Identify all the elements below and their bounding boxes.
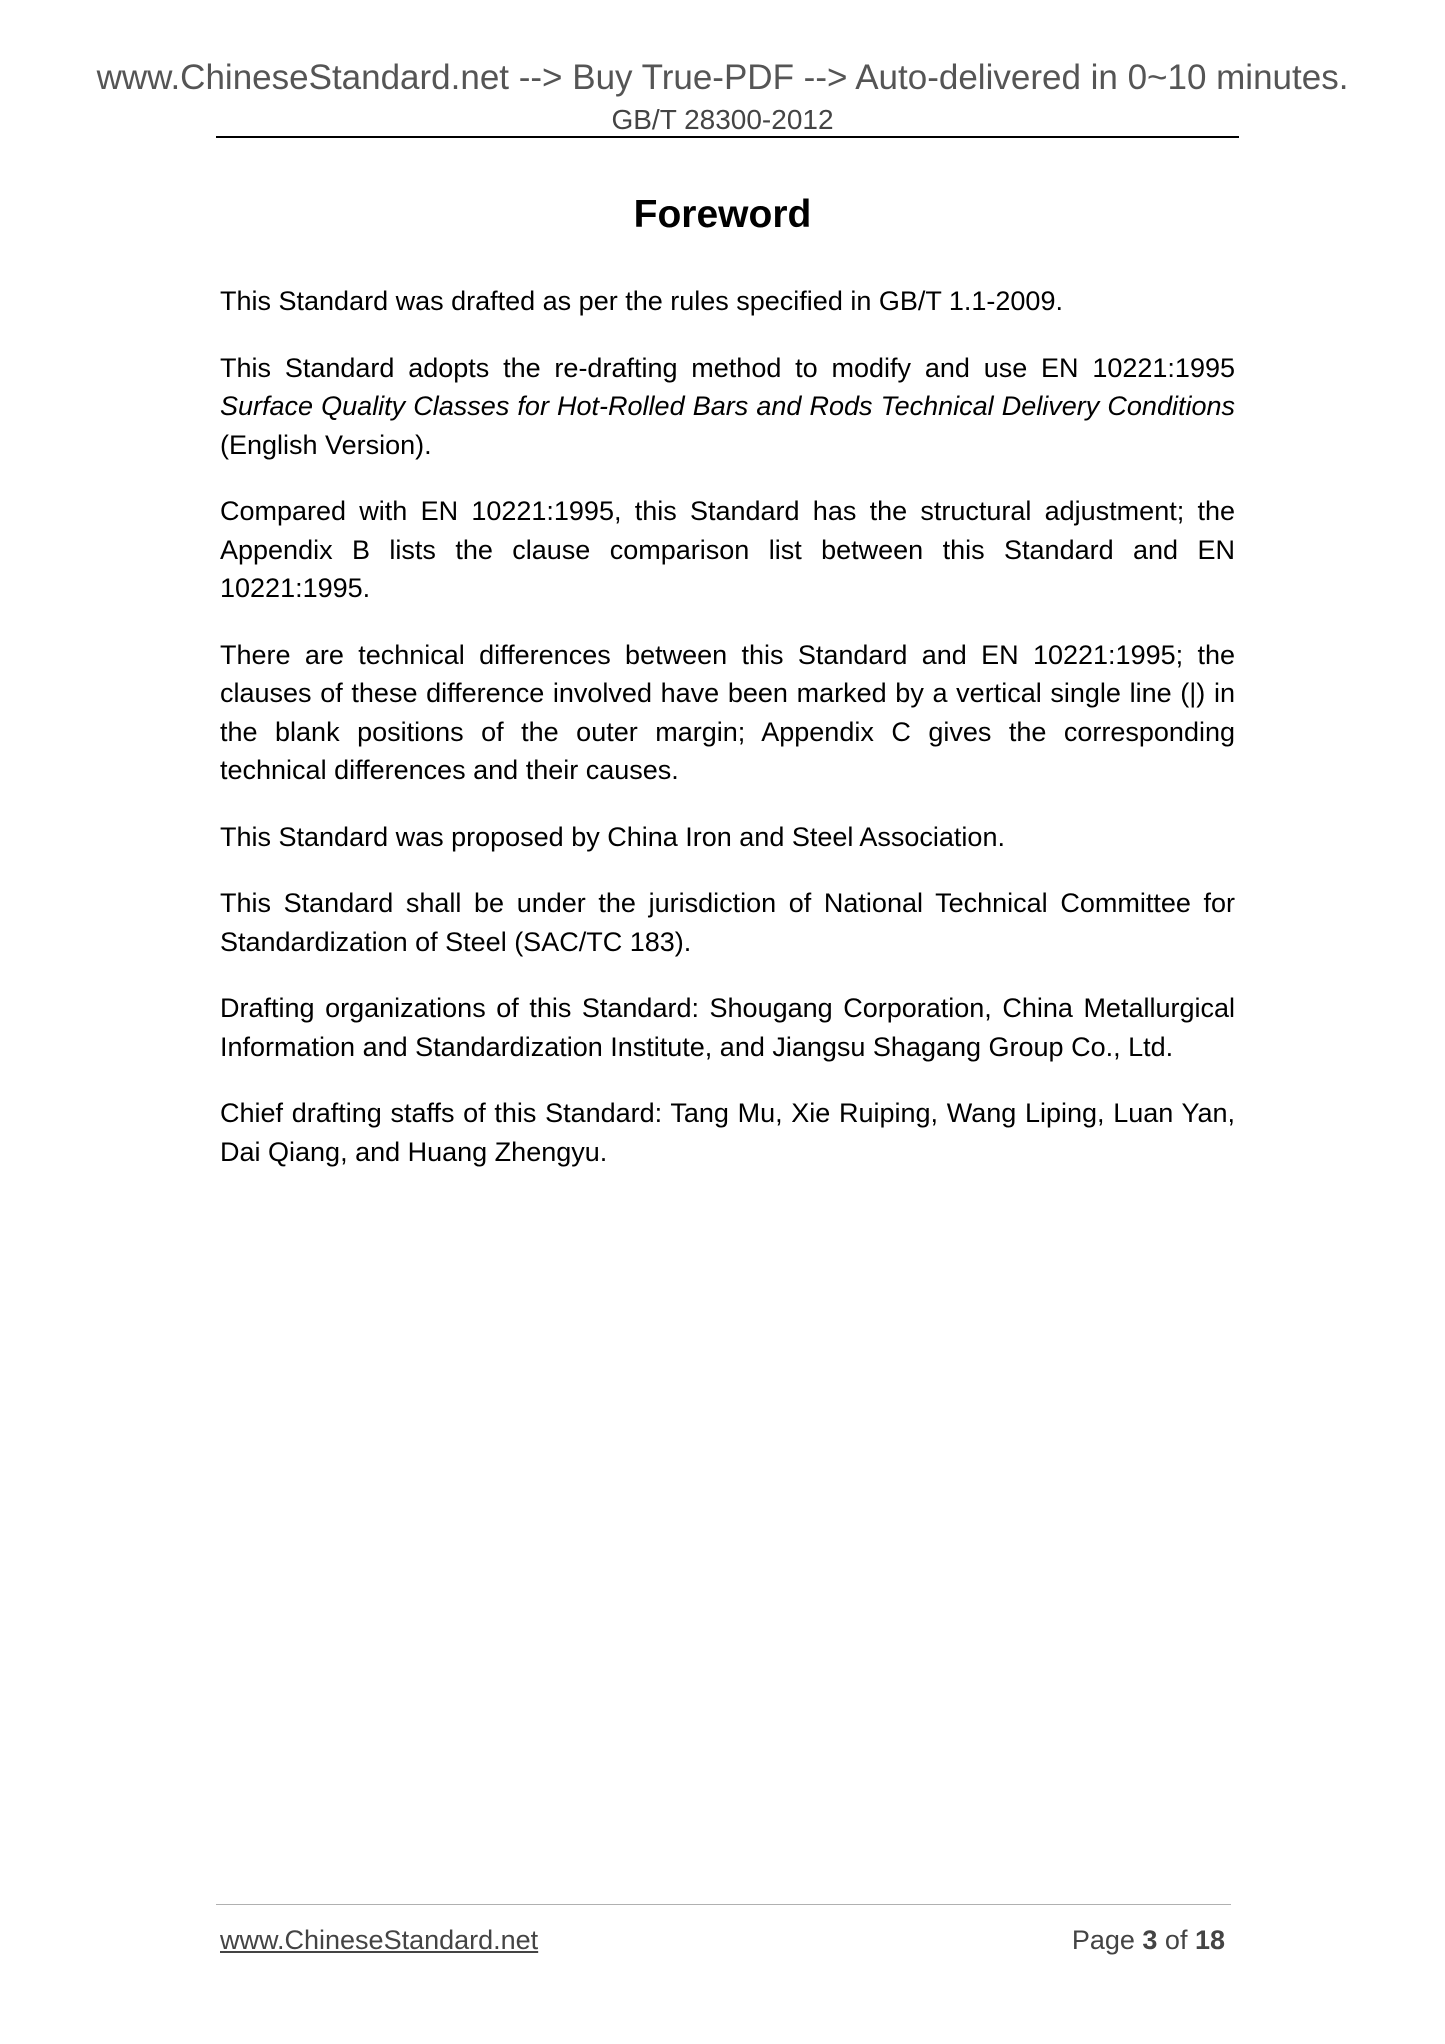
adoption-tail-text: (English Version). [220,429,432,460]
footer-site-link[interactable]: www.ChineseStandard.net [220,1925,539,1955]
page-current: 3 [1142,1925,1158,1955]
header-divider [216,136,1239,138]
page-title: Foreword [633,193,812,236]
paragraph-drafting-organizations: Drafting organizations of this Standard: Shougang Corporation, China Metallurgical Information and Standardization Institute, and Jiangsu Shagang Group Co., Ltd. [220,993,1235,1062]
paragraph-proposer: This Standard was proposed by China Iron and Steel Association. [220,821,1005,852]
paragraph-drafting-rules: This Standard was drafted as per the rules specified in GB/T 1.1-2009. [220,286,1063,316]
standard-code: GB/T 28300-2012 [611,104,834,135]
paragraph-structural-adjustment: Compared with EN 10221:1995, this Standard has the structural adjustment; the Appendix B lists the clause comparison list between this Standard and EN 10221:1995. [220,496,1235,603]
paragraph-adoption-method [220,349,1235,465]
foreword-body [220,282,1235,1199]
referenced-standard-title: Surface Quality Classes for Hot-Rolled Bars and Rods Technical Delivery Conditions [220,391,1235,421]
page-total: 18 [1194,1925,1225,1955]
adoption-lead-text: This Standard adopts the re-drafting method to modify and use EN 10221:1995 [220,352,1235,383]
page-number [1072,1922,1225,1958]
paragraph-jurisdiction: This Standard shall be under the jurisdiction of National Technical Committee for Standardization of Steel (SAC/TC 183). [220,888,1235,957]
page-prefix: Page [1071,1925,1143,1955]
header-banner: www.ChineseStandard.net --> Buy True-PDF --> Auto-delivered in 0~10 minutes. [96,58,1349,97]
paragraph-drafting-staff: Chief drafting staffs of this Standard: Tang Mu, Xie Ruiping, Wang Liping, Luan Yan, Dai Qiang, and Huang Zhengyu. [220,1098,1235,1167]
paragraph-technical-differences: There are technical differences between this Standard and EN 10221:1995; the clauses of these difference involved have been marked by a vertical single line (|) in the blank positions of the outer margin; Appendix C gives the corresponding technical differences and their causes. [220,639,1235,785]
page-of: of [1157,1925,1195,1955]
footer-divider [216,1904,1231,1905]
